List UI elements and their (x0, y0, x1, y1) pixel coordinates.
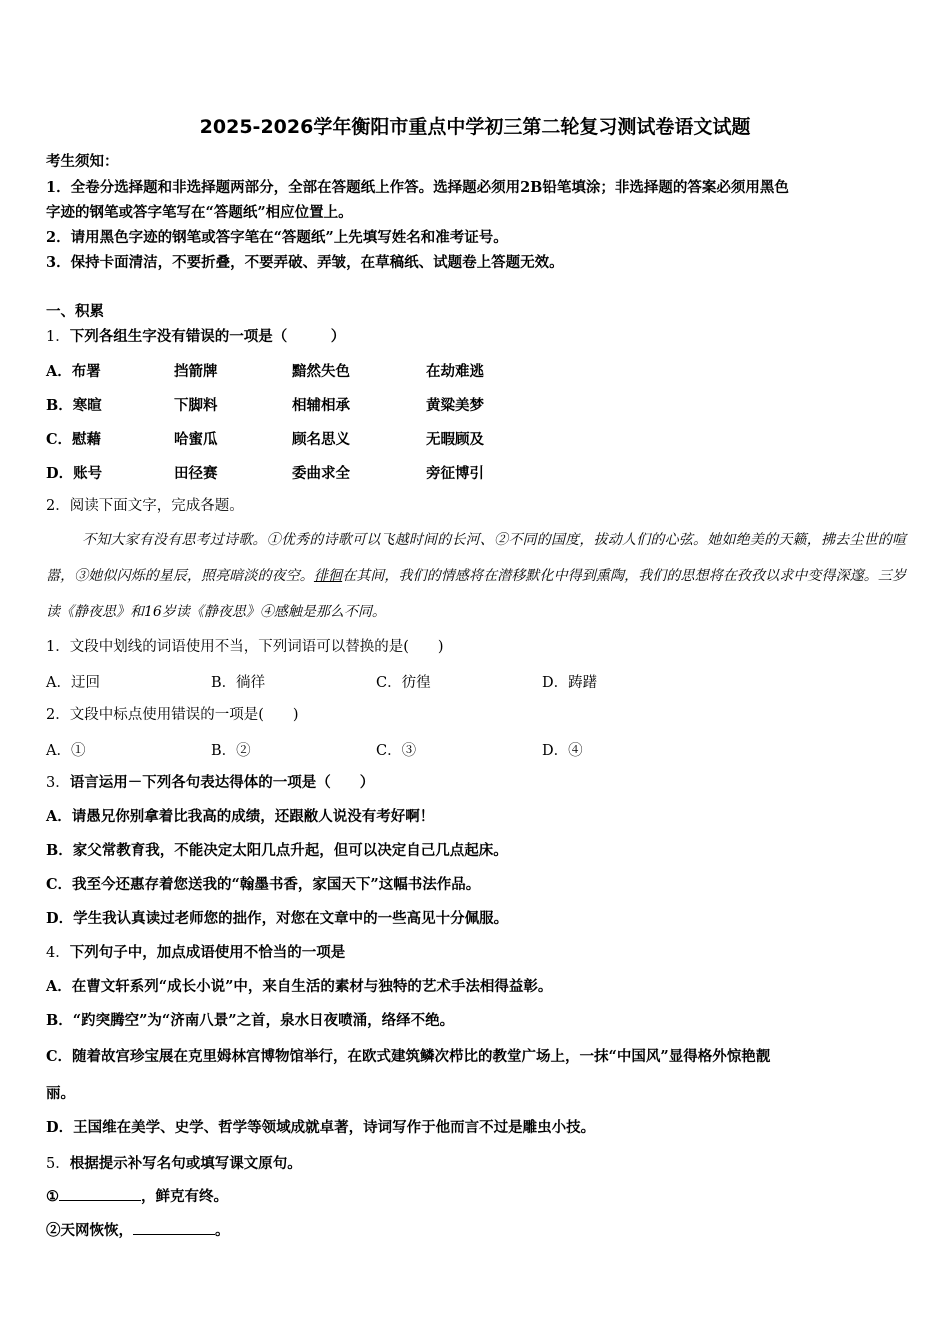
option-a[interactable]: A．① (46, 743, 86, 759)
option-d[interactable]: D．踌躇 (542, 675, 598, 691)
option-b[interactable]: B．徜徉 (211, 675, 266, 691)
question-1-stem: 1．下列各组生字没有错误的一项是（ ） (46, 328, 346, 345)
question-3-option-c[interactable]: C．我至今还惠存着您送我的“翰墨书香，家国天下”这幅书法作品。 (46, 876, 481, 893)
answer-blank[interactable] (133, 1222, 215, 1235)
option-c[interactable]: C．③ (376, 743, 417, 759)
section-heading: 一、积累 (46, 303, 104, 320)
question-4-option-b[interactable]: B．“趵突腾空”为“济南八景”之首，泉水日夜喷涌，络绎不绝。 (46, 1012, 455, 1029)
question-2-sub-1-stem: 1．文段中划线的词语使用不当，下列词语可以替换的是( ) (46, 639, 444, 655)
option-d[interactable]: D．④ (542, 743, 583, 759)
question-4-option-c[interactable]: C．随着故宫珍宝展在克里姆林宫博物馆举行，在欧式建筑鳞次栉比的教堂广场上，一抹“中国风”显得格外惊艳靓 (46, 1048, 771, 1065)
question-5-item-2: ②天网恢恢， 。 (46, 1222, 230, 1239)
question-3-option-d[interactable]: D．学生我认真读过老师您的拙作，对您在文章中的一些高见十分佩服。 (46, 910, 509, 927)
question-5-item-1: ① ，鲜克有终。 (46, 1188, 228, 1205)
question-4-option-c-cont: 丽。 (46, 1085, 75, 1102)
question-4-stem: 4．下列句子中，加点成语使用不恰当的一项是 (46, 944, 346, 961)
notice-line-2: 2．请用黑色字迹的钢笔或答字笔在“答题纸”上先填写姓名和准考证号。 (46, 229, 508, 246)
exam-page: 2025-2026学年衡阳市重点中学初三第二轮复习测试卷语文试题 考生须知： 1．全卷分选择题和非选择题两部分，全部在答题纸上作答。选择题必须用2B铅笔填涂；非选择题的答案必须用黑色 字迹的钢笔或答字笔写在“答题纸”相应位置上。 2．请用黑色字迹的钢笔或答字笔在“答题纸”上先填写姓名和准考证号。 3．保持卡面清洁，不要折叠，不要弄破、弄皱，在草稿纸、试题卷上答题无效。 一、积累 1．下列各组生字没有错误的一项是（ ） A．布署 挡箭牌 黯然失色 在劫难逃 B．寒暄 下脚料 相辅相承 黄粱美梦 C．慰藉 哈蜜瓜 顾名思义 无暇顾及 D．账号 田径赛 委曲求全 旁征博引 2．阅读下面文字，完成各题。 不知大家有没有思考过诗歌。①优秀的诗歌可以飞越时间的长河、②不同的国度，拔动人们的心弦。她如绝美的天籁，拂去尘世的喧嚣，③她似闪烁的星辰，照亮暗淡的夜空。徘徊在其间，我们的情感将在潜移默化中得到熏陶，我们的思想将在孜孜以求中变得深邃。三岁读《静夜思》和16岁读《静夜思》④感触是那么不同。 1．文段中划线的词语使用不当，下列词语可以替换的是( ) A．迂回 B．徜徉 C．彷徨 D．踌躇 2．文段中标点使用错误的一项是( ) A．① B．② C．③ D．④ 3．语言运用－下列各句表达得体的一项是（ ） A．请愚兄你别拿着比我高的成绩，还跟敝人说没有考好啊！ B．家父常教育我，不能决定太阳几点升起，但可以决定自己几点起床。 C．我至今还惠存着您送我的“翰墨书香，家国天下”这幅书法作品。 D．学生我认真读过老师您的拙作，对您在文章中的一些高见十分佩服。 4．下列句子中，加点成语使用不恰当的一项是 A．在曹文轩系列“成长小说”中，来自生活的素材与独特的艺术手法相得益彰。 B．“趵突腾空”为“济南八景”之首，泉水日夜喷涌，络绎不绝。 C．随着故宫珍宝展在克里姆林宫博物馆举行，在欧式建筑鳞次栉比的教堂广场上，一抹“中国风”显得格外惊艳靓 丽。 D．王国维在美学、史学、哲学等领域成就卓著，诗词写作于他而言不过是雕虫小技。 5．根据提示补写名句或填写课文原句。 ① ，鲜克有终。 ②天网恢恢， 。 (0, 0, 950, 1344)
question-3-option-b[interactable]: B．家父常教育我，不能决定太阳几点升起，但可以决定自己几点起床。 (46, 842, 508, 859)
underlined-word: 徘徊 (313, 568, 343, 584)
notice-line-3: 3．保持卡面清洁，不要折叠，不要弄破、弄皱，在草稿纸、试题卷上答题无效。 (46, 254, 564, 271)
answer-blank[interactable] (59, 1188, 141, 1201)
question-2-sub-2-stem: 2．文段中标点使用错误的一项是( ) (46, 707, 299, 723)
question-3-option-a[interactable]: A．请愚兄你别拿着比我高的成绩，还跟敝人说没有考好啊！ (46, 808, 435, 825)
option-b[interactable]: B．② (211, 743, 251, 759)
question-4-option-d[interactable]: D．王国维在美学、史学、哲学等领域成就卓著，诗词写作于他而言不过是雕虫小技。 (46, 1119, 596, 1136)
question-4-option-a[interactable]: A．在曹文轩系列“成长小说”中，来自生活的素材与独特的艺术手法相得益彰。 (46, 978, 553, 995)
page-title: 2025-2026学年衡阳市重点中学初三第二轮复习测试卷语文试题 (199, 116, 751, 138)
question-1-number: 1． (46, 329, 70, 345)
question-3-stem: 3．语言运用－下列各句表达得体的一项是（ ） (46, 774, 375, 791)
notice-line-1b: 字迹的钢笔或答字笔写在“答题纸”相应位置上。 (46, 204, 353, 221)
option-c[interactable]: C．彷徨 (376, 675, 431, 691)
question-2-stem: 2．阅读下面文字，完成各题。 (46, 498, 244, 514)
option-a[interactable]: A．迂回 (46, 675, 100, 691)
notice-heading: 考生须知： (46, 153, 119, 170)
question-5-stem: 5．根据提示补写名句或填写课文原句。 (46, 1155, 302, 1172)
reading-passage: 不知大家有没有思考过诗歌。①优秀的诗歌可以飞越时间的长河、②不同的国度，拔动人们的心弦。她如绝美的天籁，拂去尘世的喧嚣，③她似闪烁的星辰，照亮暗淡的夜空。徘徊在其间，我们的情感将在潜移默化中得到熏陶，我们的思想将在孜孜以求中变得深邃。三岁读《静夜思》和16岁读《静夜思》④感触是那么不同。 (46, 532, 907, 620)
notice-line-1: 1．全卷分选择题和非选择题两部分，全部在答题纸上作答。选择题必须用2B铅笔填涂；非选择题的答案必须用黑色 (46, 179, 789, 196)
